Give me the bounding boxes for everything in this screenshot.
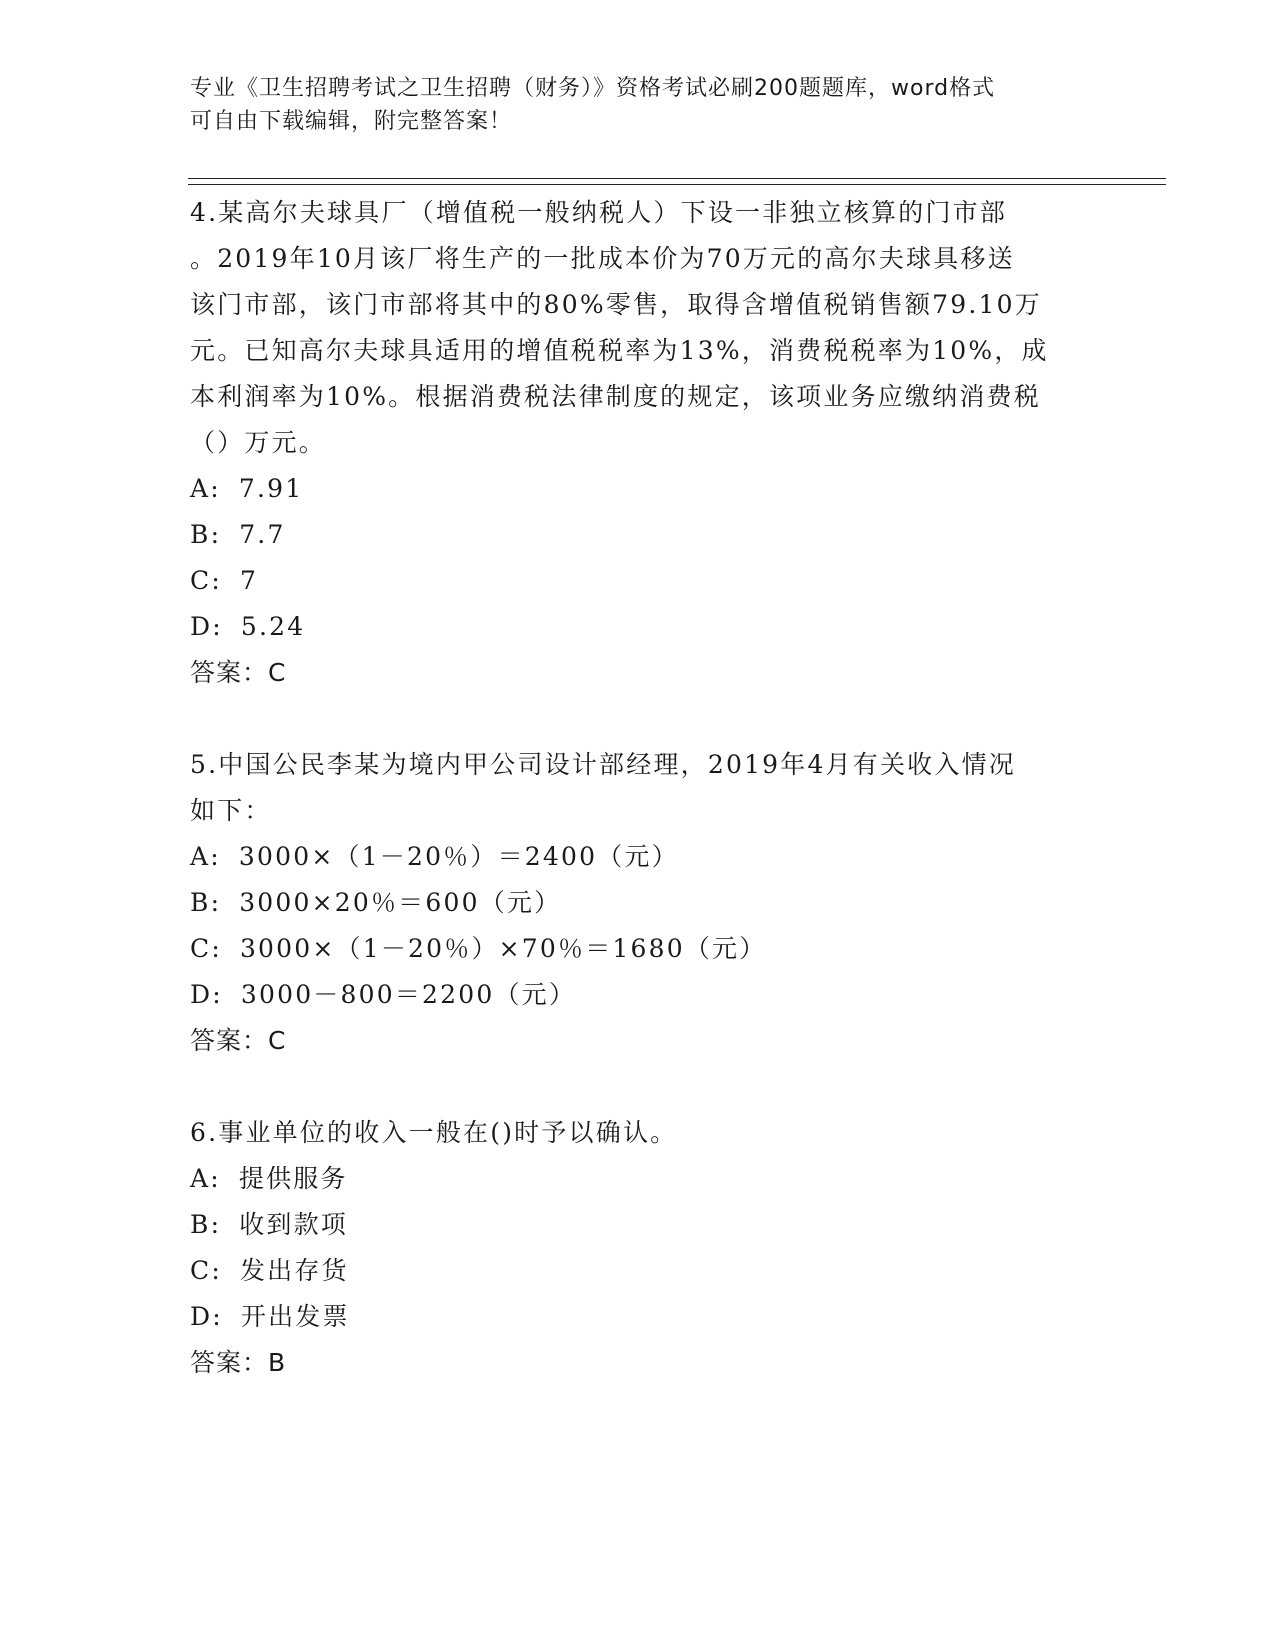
answer-line: 答案：B [190,1348,287,1377]
option-text: 7.91 [238,474,304,503]
option-c [190,558,1090,604]
option-text: 提供服务 [238,1164,348,1193]
question-text-line: 如下： [190,796,272,825]
question-text-line: 本利润率为10%。根据消费税法律制度的规定，该项业务应缴纳消费税 [190,382,1041,411]
header-divider-bottom [188,184,1166,185]
question-text-line: （）万元。 [190,428,327,457]
question-text-line: 6.事业单位的收入一般在()时予以确认。 [190,1118,678,1147]
option-d [190,972,1090,1018]
option-letter: D: [190,980,223,1009]
option-letter: A: [190,474,221,503]
option-text: 3000－800＝2200（元） [240,980,577,1009]
header-line-1: 专业《卫生招聘考试之卫生招聘（财务）》资格考试必刷200题题库，word格式 [190,76,996,101]
option-a [190,1156,1090,1202]
question-block [190,1110,1090,1386]
answer-line: 答案：C [190,1026,287,1055]
question-block [190,190,1090,696]
option-letter: D: [190,612,223,641]
option-text: 7 [239,566,259,595]
option-letter: A: [190,1164,221,1193]
option-text: 3000×20％＝600（元） [239,888,562,917]
option-letter: A: [190,842,221,871]
question-spacer [190,696,1090,742]
option-letter: D: [190,1302,223,1331]
answer-line: 答案：C [190,658,287,687]
option-text: 3000×（1－20％）＝2400（元） [238,842,679,871]
option-d [190,604,1090,650]
question-spacer [190,1064,1090,1110]
header-line-2: 可自由下载编辑，附完整答案！ [190,109,513,134]
option-text: 发出存货 [239,1256,349,1285]
option-a [190,834,1090,880]
option-b [190,880,1090,926]
header-divider-top [188,178,1166,179]
option-letter: C: [190,566,222,595]
question-block [190,742,1090,1064]
option-text: 收到款项 [239,1210,349,1239]
option-letter: B: [190,888,222,917]
option-c [190,1248,1090,1294]
option-text: 开出发票 [240,1302,350,1331]
option-letter: C: [190,1256,222,1285]
option-b [190,512,1090,558]
question-text-line: 4.某高尔夫球具厂（增值税一般纳税人）下设一非独立核算的门市部 [190,198,1008,227]
option-text: 3000×（1－20％）×70％＝1680（元） [239,934,767,963]
question-text-line: 元。已知高尔夫球具适用的增值税税率为13%，消费税税率为10%，成 [190,336,1049,365]
question-text-line: 该门市部，该门市部将其中的80%零售，取得含增值税销售额79.10万 [190,290,1042,319]
question-text-line: 。2019年10月该厂将生产的一批成本价为70万元的高尔夫球具移送 [190,244,1015,273]
option-letter: B: [190,520,222,549]
document-header [190,72,1090,138]
option-b [190,1202,1090,1248]
option-text: 7.7 [239,520,286,549]
option-c [190,926,1090,972]
option-a [190,466,1090,512]
question-list [190,190,1090,1386]
option-letter: C: [190,934,222,963]
option-text: 5.24 [240,612,306,641]
option-letter: B: [190,1210,222,1239]
question-text-line: 5.中国公民李某为境内甲公司设计部经理，2019年4月有关收入情况 [190,750,1016,779]
option-d [190,1294,1090,1340]
